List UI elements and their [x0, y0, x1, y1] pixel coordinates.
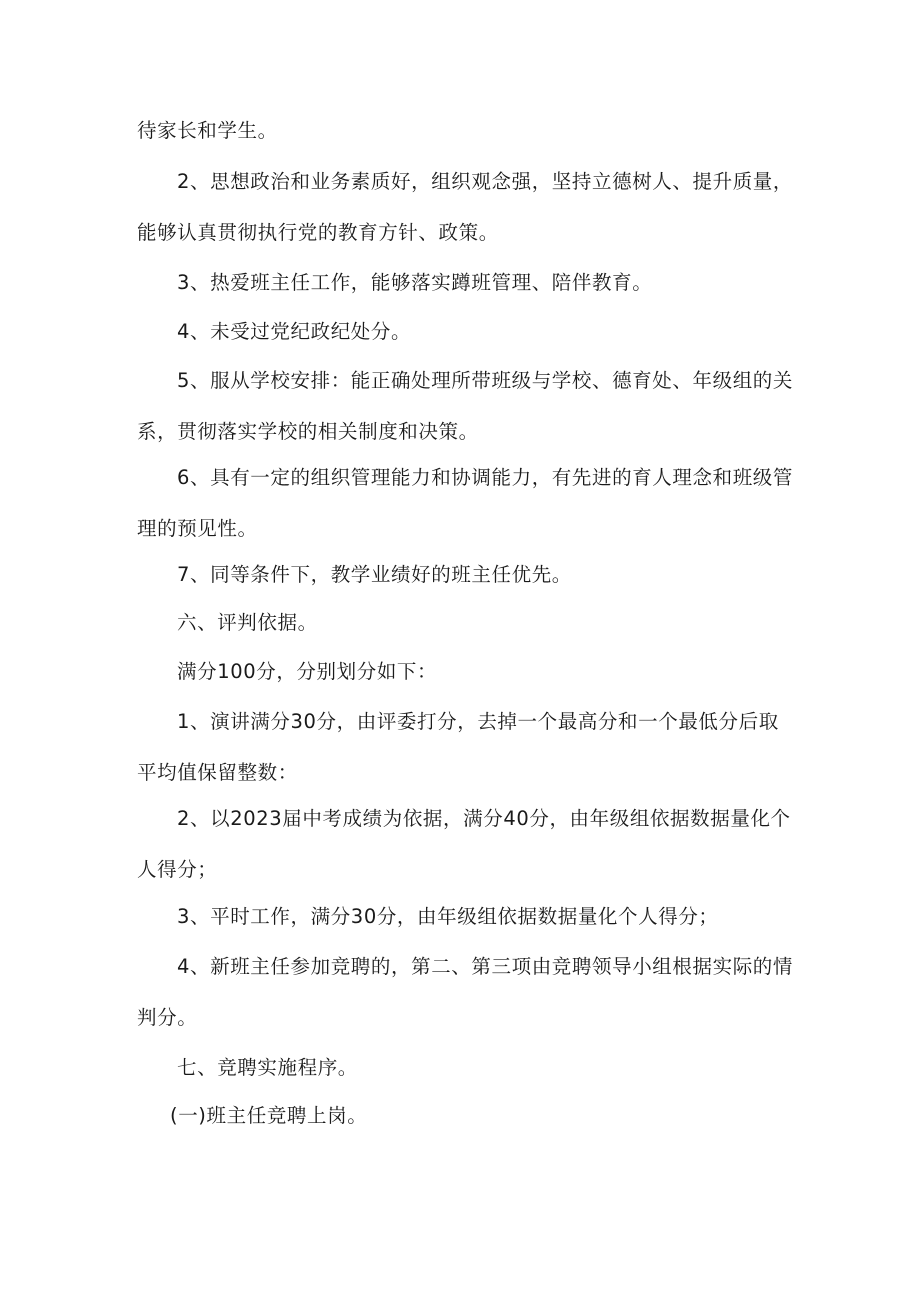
- section-heading-6: 六、评判依据。: [177, 611, 318, 634]
- paragraph-score-2: 2、以2023届中考成绩为依据，满分40分，由年级组依据数据量化个人得分；: [137, 807, 791, 881]
- section-heading-7: 七、竞聘实施程序。: [177, 1056, 358, 1079]
- paragraph-item-5: 5、服从学校安排：能正确处理所带班级与学校、德育处、年级组的关系，贯彻落实学校的相关制度和决策。: [137, 369, 794, 443]
- paragraph-score-1: 1、演讲满分30分，由评委打分，去掉一个最高分和一个最低分后取平均值保留整数：: [137, 710, 779, 784]
- paragraph-score-3: 3、平时工作，满分30分，由年级组依据数据量化个人得分；: [177, 905, 719, 928]
- paragraph-item-4: 4、未受过党纪政纪处分。: [177, 320, 412, 343]
- paragraph-continuation: 待家长和学生。: [137, 119, 278, 142]
- paragraph-score-4: 4、新班主任参加竞聘的，第二、第三项由竞聘领导小组根据实际的情判分。: [137, 955, 794, 1029]
- paragraph-item-2: 2、思想政治和业务素质好，组织观念强，坚持立德树人、提升质量，能够认真贯彻执行党的教育方针、政策。: [137, 170, 794, 244]
- paragraph-item-3: 3、热爱班主任工作，能够落实蹲班管理、陪伴教育。: [177, 271, 653, 294]
- subsection-heading-1: (一)班主任竞聘上岗。: [170, 1104, 368, 1127]
- paragraph-score-intro: 满分100分，分别划分如下：: [177, 660, 438, 683]
- paragraph-item-7: 7、同等条件下，教学业绩好的班主任优先。: [177, 563, 572, 586]
- paragraph-item-6: 6、具有一定的组织管理能力和协调能力，有先进的育人理念和班级管理的预见性。: [137, 466, 794, 540]
